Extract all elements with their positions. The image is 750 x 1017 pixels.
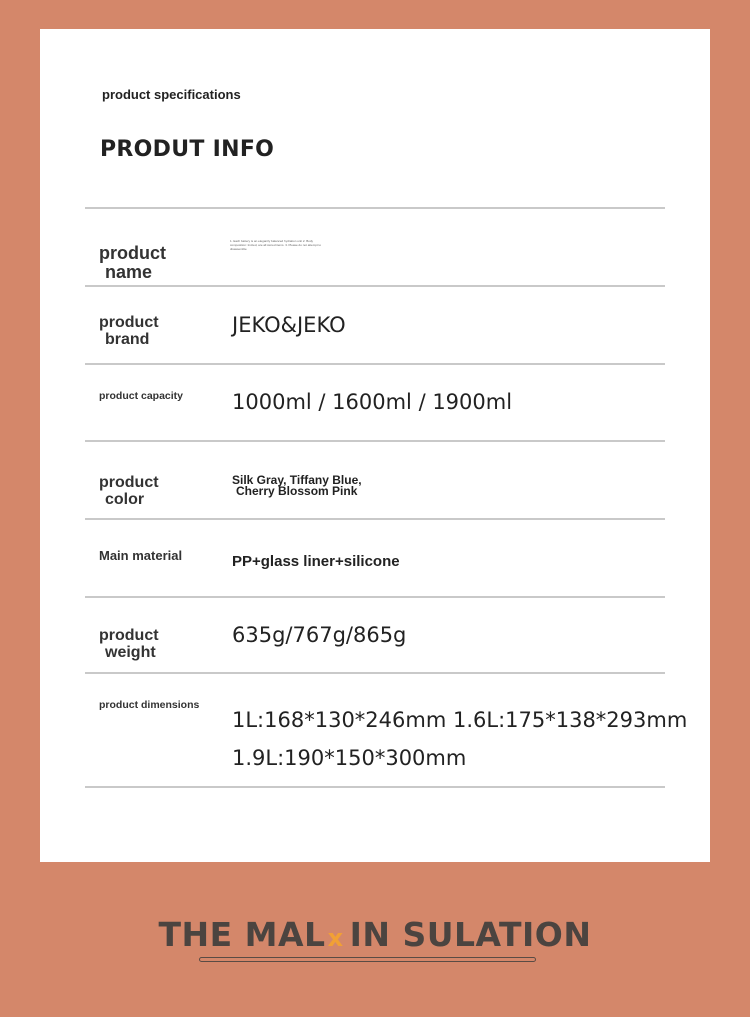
divider <box>85 596 665 598</box>
page-title: PRODUT INFO <box>100 137 275 162</box>
label-product-color: product color <box>99 474 159 508</box>
label-product-dimensions: product dimensions <box>99 699 200 711</box>
value-product-color: Silk Gray, Tiffany Blue, Cherry Blossom Pink <box>232 473 362 498</box>
label-product-weight: product weight <box>99 627 159 661</box>
value-product-brand: JEKO&JEKO <box>232 313 346 337</box>
divider <box>85 672 665 674</box>
footer-underline <box>199 957 536 962</box>
label-main-material: Main material <box>99 548 183 563</box>
label-product-capacity: product capacity <box>99 390 184 402</box>
value-product-weight: 635g/767g/865g <box>232 623 407 647</box>
divider <box>85 207 665 209</box>
divider <box>85 363 665 365</box>
footer-x-mark: x <box>327 924 344 952</box>
divider <box>85 518 665 520</box>
value-product-dimensions: 1L:168*130*246mm 1.6L:175*138*293mm 1.9L:190*150*300mm <box>232 708 688 770</box>
divider <box>85 786 665 788</box>
product-name-small-print: 1. Each battery is an elegantly balanced hydration unit 2. Body composition: Invited, are all stored items. 3. Please do not attempt to disassemble <box>230 239 322 251</box>
label-product-name: product name <box>99 243 166 282</box>
divider <box>85 285 665 287</box>
value-product-capacity: 1000ml / 1600ml / 1900ml <box>232 390 513 414</box>
label-product-brand: product brand <box>99 314 159 348</box>
section-subtitle: product specifications <box>102 87 241 102</box>
spec-card <box>40 29 710 862</box>
value-main-material: PP+glass liner+silicone <box>232 553 400 570</box>
divider <box>85 440 665 442</box>
footer-brand-text: THE MALx IN SULATION <box>158 915 592 954</box>
